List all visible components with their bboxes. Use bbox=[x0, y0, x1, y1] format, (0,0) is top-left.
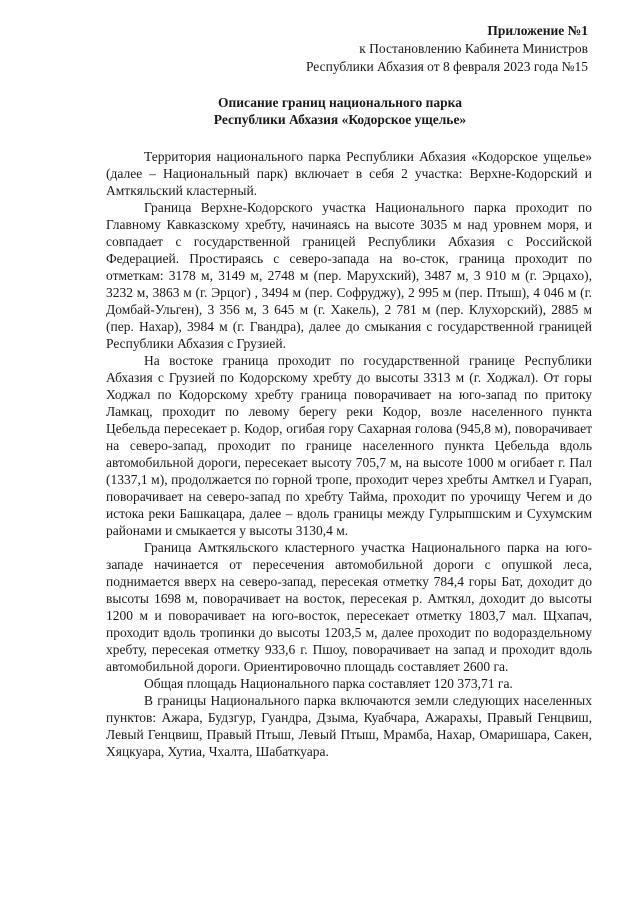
appendix-date-line: Республики Абхазия от 8 февраля 2023 года №15 bbox=[305, 59, 588, 74]
document-body bbox=[106, 148, 592, 760]
paragraph-total-area: Общая площадь Национального парка составляет 120 373,71 га. bbox=[144, 676, 513, 691]
paragraph-upper-kodor-border: Граница Верхне-Кодорского участка Национального парка проходит по Главному Кавказскому хребту, начинаясь на высоте 3035 м над уровнем моря, и совпадает с государственной границей Республики Абхазия с Российской Федерацией. Простираясь с северо-запада на во-сток, граница проходит по отметкам: 3178 м, 3149 м, 2748 м (пер. Марухский), 3487 м, 3 910 м (г. Эрцахо), 3232 м, 3863 м (г. Эрцог) , 3494 м (пер. Софруджу), 2 995 м (пер. Птыш), 4 046 м (г. Домбай-Ульген), 3 356 м, 3 645 м (г. Хакель), 2 781 м (пер. Клухорский), 2885 м (пер. Нахар), 3984 м (г. Гвандра), далее до смыкания с государственной границей Республики Абхазия с Грузией. bbox=[106, 200, 592, 351]
appendix-title: Приложение №1 bbox=[487, 23, 588, 38]
paragraph-settlements: В границы Национального парка включаются земли следующих населенных пунктов: Ажара, Будзгур, Гуандра, Дзыма, Куабчара, Ажарахы, Правый Генцвиш, Левый Генцвиш, Правый Птыш, Левый Птыш, Мрамба, Нахар, Омаришара, Сакен, Хяцкуара, Хутиа, Чхалта, Шабаткуара. bbox=[106, 693, 592, 759]
document-heading bbox=[90, 94, 590, 128]
heading-line-2: Республики Абхазия «Кодорское ущелье» bbox=[213, 112, 467, 127]
paragraph-amtkyal-border: Граница Амткяльского кластерного участка Национального парка на юго-западе начинается от пересечения автомобильной дороги с опушкой леса, поднимается вверх на северо-запад, пересекая отметку 784,4 горы Бат, доходит до высоты 1698 м, поворачивает на восток, пересекая р. Амткял, доходит до высоты 1200 м и поворачивает на юго-восток, пересекает отметку 1803,7 мал. Щхапач, проходит вдоль тропинки до высоты 1203,5 м, далее проходит по водораздельному хребту, пересекая отметку 933,6 г. Пшоу, поворачивает на запад и проходит вдоль автомобильной дороги. Ориентировочно площадь составляет 2600 га. bbox=[106, 540, 592, 674]
paragraph-territory: Территория национального парка Республики Абхазия «Кодорское ущелье» (далее – Национальный парк) включает в себя 2 участка: Верхне-Кодорский и Амткяльский кластерный. bbox=[106, 149, 592, 198]
appendix-decree-line: к Постановлению Кабинета Министров bbox=[359, 41, 588, 56]
appendix-header bbox=[148, 22, 588, 76]
heading-line-1: Описание границ национального парка bbox=[218, 95, 462, 110]
paragraph-eastern-border: На востоке граница проходит по государственной границе Республики Абхазия с Грузией по Кодорскому хребту до высоты 3313 м (г. Ходжал). От горы Ходжал по Кодорскому хребту граница поворачивает на юго-запад по притоку Ламкац, проходит по левому берегу реки Кодор, возле населенного пункта Цебельда пересекает р. Кодор, огибая гору Сахарная голова (945,8 м), поворачивает на северо-запад, проходит по границе населенного пункта Цебельда вдоль автомобильной дороги, пересекает высоту 705,7 м, на высоте 1000 м огибает г. Пал (1337,1 м), продолжается по горной тропе, проходит через хребты Амткел и Гуарап, поворачивает на северо-запад по хребту Тайма, проходит по урочищу Чегем и до истока реки Башкацара, далее – вдоль границы между Гулрыпшским и Сухумским районами и смыкается у высоты 3130,4 м. bbox=[106, 353, 592, 538]
